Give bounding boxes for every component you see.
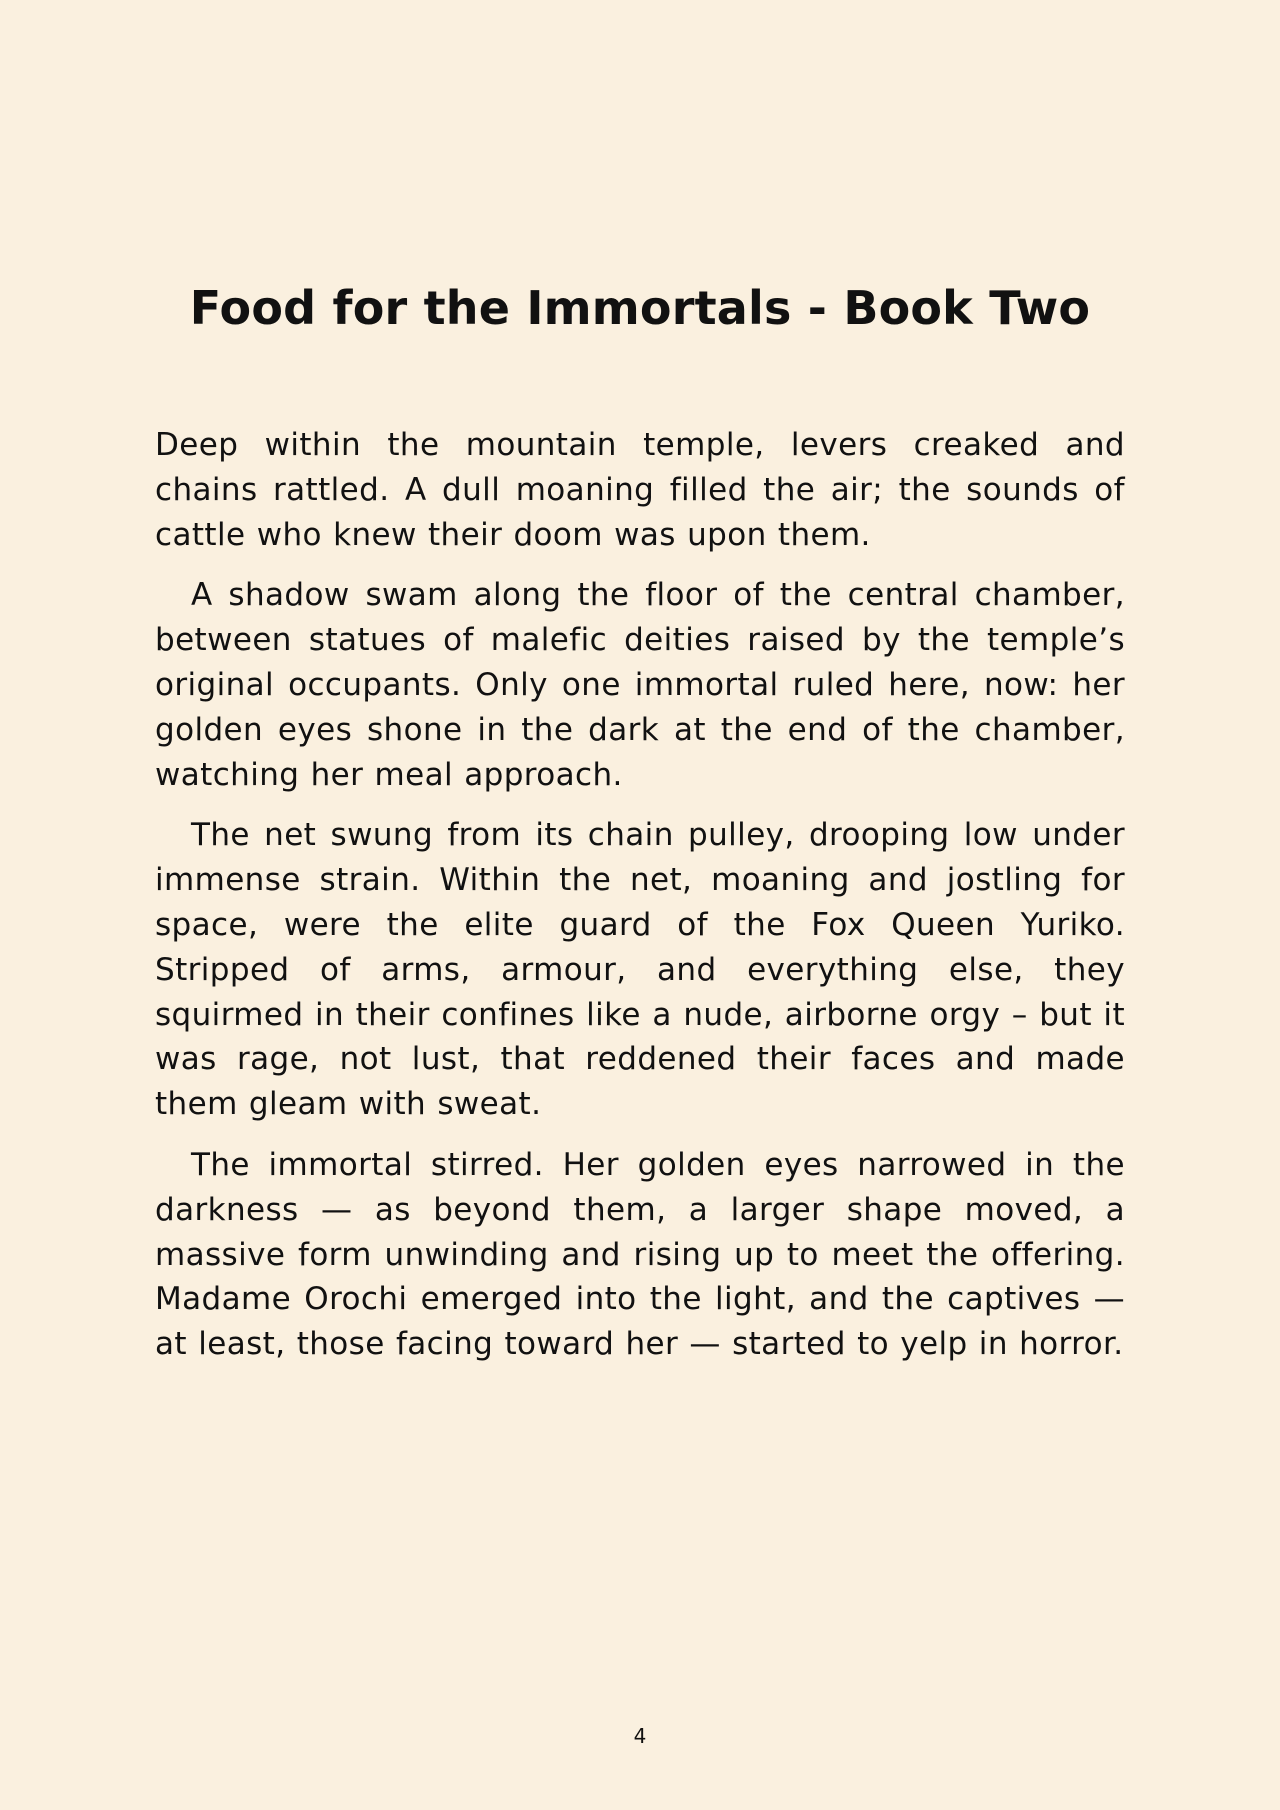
page-title: Food for the Immortals - Book Two [189, 281, 1091, 335]
paragraph-3: The net swung from its chain pulley, drooping low under immense strain. Within the net, moaning and jostling for space, were the elite guard of the Fox Queen Yuriko. Stripped of arms, armour, and everything else, they squirmed in their confines like a nude, airborne orgy – but it was rage, not lust, that reddened their faces and made them gleam with sweat. [155, 817, 1125, 1123]
paragraph-2: A shadow swam along the floor of the central chamber, between statues of malefic deities raised by the temple’s original occupants. Only one immortal ruled here, now: her golden eyes shone in the dark at the end of the chamber, watching her meal approach. [155, 577, 1125, 793]
paragraph-4: The immortal stirred. Her golden eyes narrowed in the darkness — as beyond them, a larger shape moved, a massive form unwinding and rising up to meet the offering. Madame Orochi emerged into the light, and the captives — at least, those facing toward her — started to yelp in horror. [155, 1146, 1125, 1363]
page-number: 4 [633, 1724, 647, 1748]
paragraph-1: Deep within the mountain temple, levers creaked and chains rattled. A dull moaning filled the air; the sounds of cattle who knew their doom was upon them. [155, 427, 1125, 553]
body-text [155, 423, 1125, 1383]
